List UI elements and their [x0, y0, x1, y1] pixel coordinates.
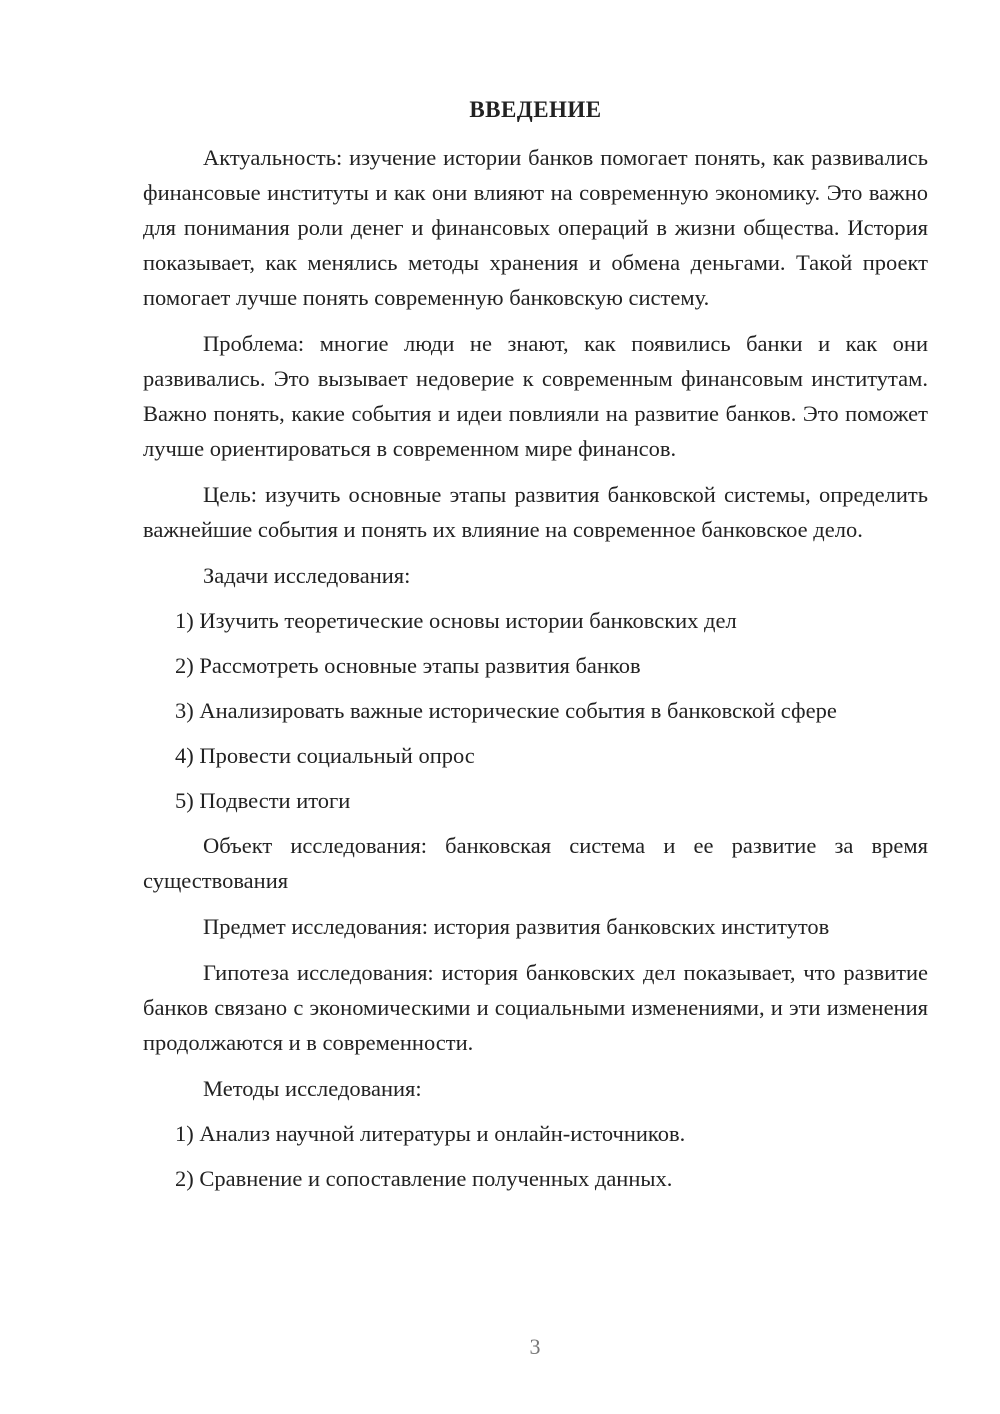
task-item: 1) Изучить теоретические основы истории банковских дел — [175, 608, 737, 633]
document-page — [143, 94, 928, 1206]
task-item: 4) Провести социальный опрос — [175, 743, 475, 768]
method-item: 2) Сравнение и сопоставление полученных данных. — [175, 1166, 673, 1191]
task-item: 2) Рассмотреть основные этапы развития банков — [175, 653, 641, 678]
method-item: 1) Анализ научной литературы и онлайн-источников. — [175, 1121, 686, 1146]
task-item: 5) Подвести итоги — [175, 788, 351, 813]
problem-paragraph: Проблема: многие люди не знают, как появились банки и как они развивались. Это вызывает недоверие к современным финансовым институтам. Важно понять, какие события и идеи повлияли на развитие банков. Это поможет лучше ориентироваться в современном мире финансов. — [143, 331, 928, 461]
page-title: ВВЕДЕНИЕ — [469, 97, 602, 122]
hypothesis-paragraph: Гипотеза исследования: история банковских дел показывает, что развитие банков связано с экономическими и социальными изменениями, и эти изменения продолжаются и в современности. — [143, 960, 928, 1055]
methods-heading: Методы исследования: — [203, 1076, 422, 1101]
subject-paragraph: Предмет исследования: история развития банковских институтов — [203, 914, 830, 939]
goal-paragraph: Цель: изучить основные этапы развития банковской системы, определить важнейшие события и понять их влияние на современное банковское дело. — [143, 482, 928, 542]
relevance-paragraph: Актуальность: изучение истории банков помогает понять, как развивались финансовые институты и как они влияют на современную экономику. Это важно для понимания роли денег и финансовых операций в жизни общества. История показывает, как менялись методы хранения и обмена деньгами. Такой проект помогает лучше понять современную банковскую систему. — [143, 145, 928, 310]
methods-list — [143, 1116, 928, 1196]
tasks-list — [143, 603, 928, 818]
tasks-heading: Задачи исследования: — [203, 563, 411, 588]
page-number: 3 — [529, 1334, 541, 1359]
task-item: 3) Анализировать важные исторические события в банковской сфере — [175, 698, 837, 723]
object-paragraph: Объект исследования: банковская система и ее развитие за время существования — [143, 833, 928, 893]
